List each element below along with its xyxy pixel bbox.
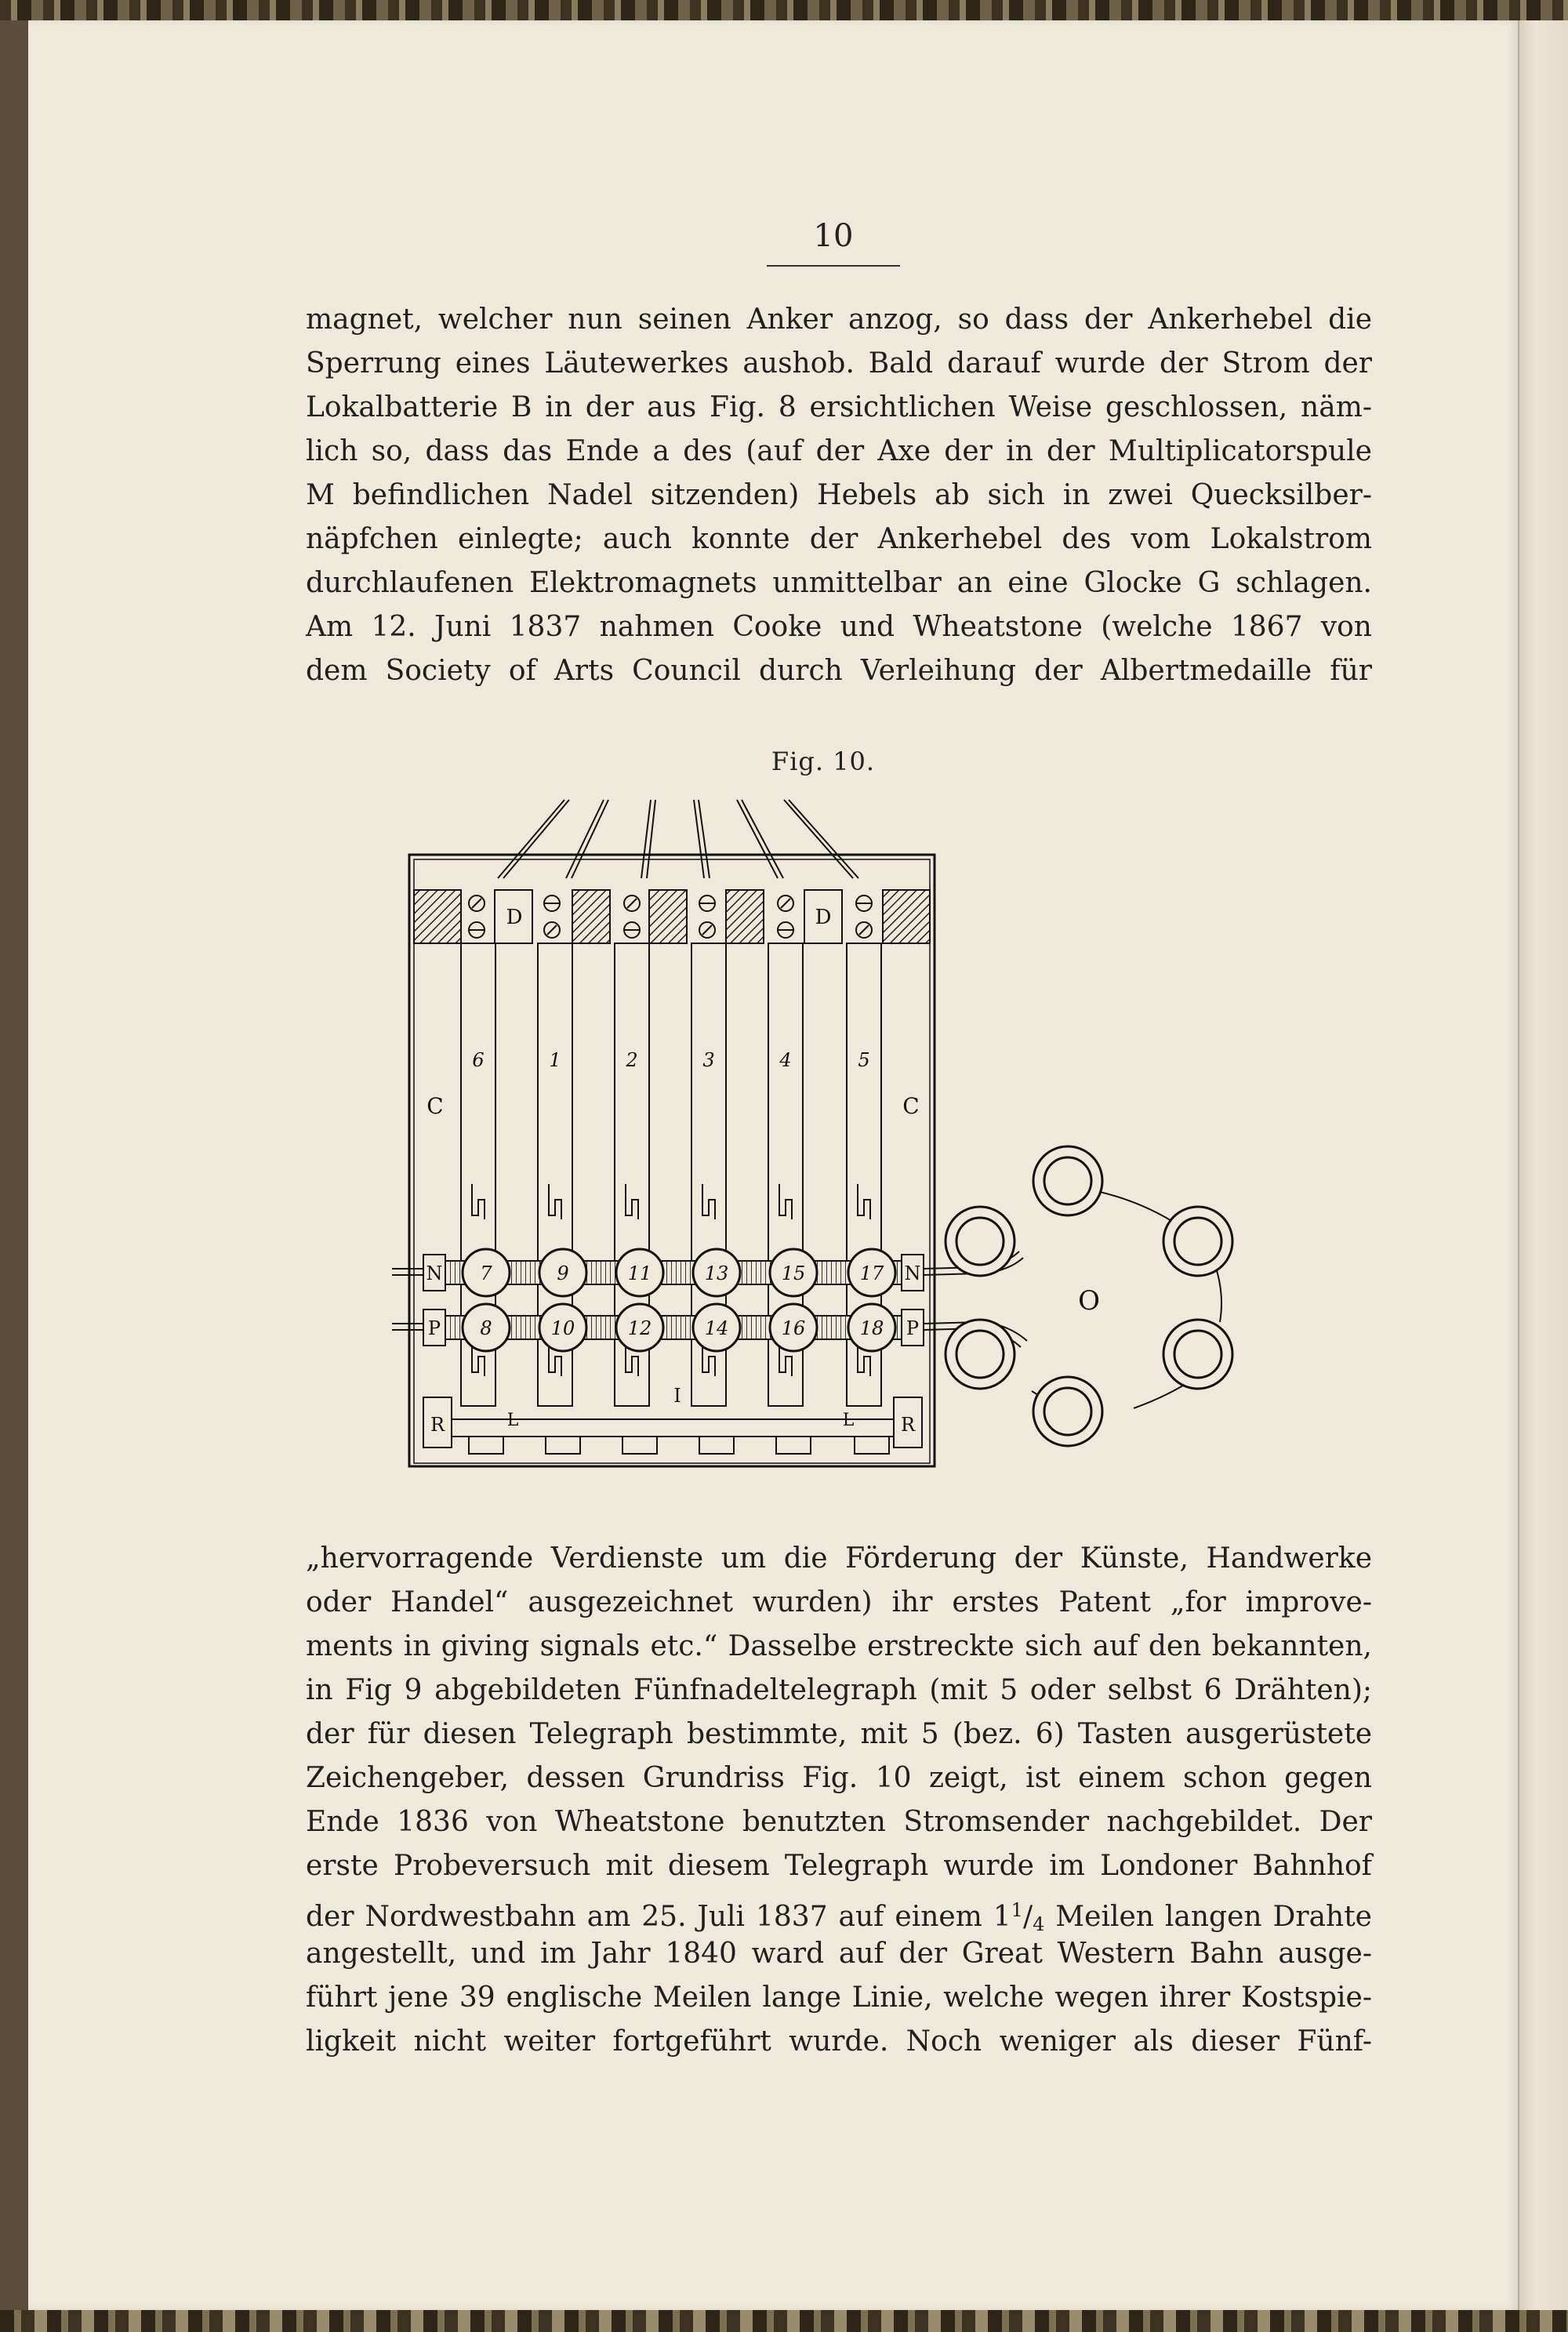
text-line: näpfchen einlegte; auch konnte der Ankerhebel des vom Lokalstrom [306, 523, 1372, 555]
telegraph-key-diagram [384, 792, 1309, 1482]
fraction-numerator: 1 [1011, 1899, 1023, 1921]
contact-number: 11 [627, 1262, 652, 1284]
book-edge-top [0, 0, 1568, 20]
key-number: 1 [549, 1049, 561, 1071]
key-number: 4 [779, 1049, 792, 1071]
label-r: R [430, 1414, 445, 1436]
label-p: P [906, 1317, 920, 1339]
label-n: N [904, 1262, 921, 1284]
text-line: magnet, welcher nun seinen Anker anzog, so dass der Ankerhebel die [306, 303, 1372, 336]
text-line: führt jene 39 englische Meilen lange Linie, welche wegen ihrer Kostspie- [306, 1981, 1372, 2014]
key-number: 5 [858, 1049, 870, 1071]
text-line: erste Probeversuch mit diesem Telegraph wurde im Londoner Bahnhof [306, 1850, 1372, 1882]
text-line: dem Society of Arts Council durch Verleihung der Albertmedaille für [306, 655, 1372, 687]
book-edge-bottom [0, 2310, 1568, 2332]
key-number: 6 [472, 1049, 485, 1071]
label-p: P [427, 1317, 441, 1339]
label-l: L [506, 1411, 519, 1430]
text-line: durchlaufenen Elektromagnets unmittelbar an eine Glocke G schlagen. [306, 567, 1372, 599]
text-line: angestellt, und im Jahr 1840 ward auf der Great Western Bahn ausge- [306, 1938, 1372, 1970]
label-d: D [815, 906, 832, 929]
text-line: lich so, dass das Ende a des (auf der Axe der in der Multiplicatorspule [306, 435, 1372, 467]
fraction-denominator: 4 [1033, 1913, 1045, 1935]
contact-number: 13 [704, 1262, 729, 1284]
text-line: Zeichengeber, dessen Grundriss Fig. 10 zeigt, ist einem schon gegen [306, 1762, 1372, 1794]
key-number: 2 [626, 1049, 638, 1071]
contact-number: 16 [781, 1317, 806, 1339]
paragraph-bottom [306, 1537, 1372, 2064]
contact-bars [445, 1261, 902, 1339]
contact-number: 10 [550, 1317, 575, 1339]
text-line: „hervorragende Verdienste um die Förderung der Künste, Handwerke [306, 1542, 1372, 1575]
contact-number: 8 [480, 1317, 492, 1339]
wire-bundle [498, 800, 858, 878]
text-line: in Fig 9 abgebildeten Fünfnadeltelegraph (mit 5 oder selbst 6 Drähten); [306, 1674, 1372, 1706]
label-n: N [426, 1262, 443, 1284]
label-r: R [900, 1414, 916, 1436]
text-line-fraction: der Nordwestbahn am 25. Juli 1837 auf einem $1^1/4$ Meilen langen Drahte [306, 1899, 1372, 1935]
label-l: L [842, 1411, 855, 1430]
text-line: ligkeit nicht weiter fortgeführt wurde. Noch weniger als dieser Fünf- [306, 2025, 1372, 2058]
key-frame [409, 855, 935, 1466]
text-line: oder Handel“ ausgezeichnet wurden) ihr erstes Patent „for improve- [306, 1586, 1372, 1618]
label-c: C [426, 1093, 444, 1119]
text-line: Ende 1836 von Wheatstone benutzten Stromsender nachgebildet. Der [306, 1806, 1372, 1838]
contact-number: 12 [627, 1317, 652, 1339]
line-fragment: Meilen langen Drahte [1044, 1901, 1372, 1933]
text-line: Lokalbatterie B in der aus Fig. 8 ersichtlichen Weise geschlossen, näm- [306, 391, 1372, 423]
contact-number: 18 [859, 1317, 884, 1339]
text-line: Sperrung eines Läutewerkes aushob. Bald darauf wurde der Strom der [306, 347, 1372, 380]
text-line: der für diesen Telegraph bestimmte, mit 5 (bez. 6) Tasten ausgerüstete [306, 1718, 1372, 1750]
text-line: ments in giving signals etc.“ Dasselbe erstreckte sich auf den bekannten, [306, 1630, 1372, 1662]
label-d: D [506, 906, 523, 929]
contact-number: 17 [859, 1262, 884, 1284]
line-fragment: der Nordwestbahn am 25. Juli 1837 auf einem 1 [306, 1901, 1011, 1933]
text-line: Am 12. Juni 1837 nahmen Cooke und Wheatstone (welche 1867 von [306, 611, 1372, 643]
text-line: M befindlichen Nadel sitzenden) Hebels ab sich in zwei Quecksilber- [306, 479, 1372, 511]
key-number-labels [472, 1049, 869, 1071]
page-edge-right [1518, 20, 1568, 2310]
contact-number: 15 [781, 1262, 806, 1284]
contact-number: 7 [480, 1262, 492, 1284]
paragraph-top [306, 298, 1372, 693]
figure-caption: Fig. 10. [771, 746, 876, 776]
label-c: C [902, 1093, 920, 1119]
label-i: I [673, 1385, 681, 1407]
page-number: 10 [767, 218, 900, 267]
wire-stubs [392, 1269, 423, 1330]
contact-number: 9 [557, 1262, 569, 1284]
label-o: O [1078, 1285, 1100, 1317]
terminal-blocks [414, 890, 930, 943]
contact-number: 14 [704, 1317, 729, 1339]
key-number: 3 [702, 1049, 715, 1071]
